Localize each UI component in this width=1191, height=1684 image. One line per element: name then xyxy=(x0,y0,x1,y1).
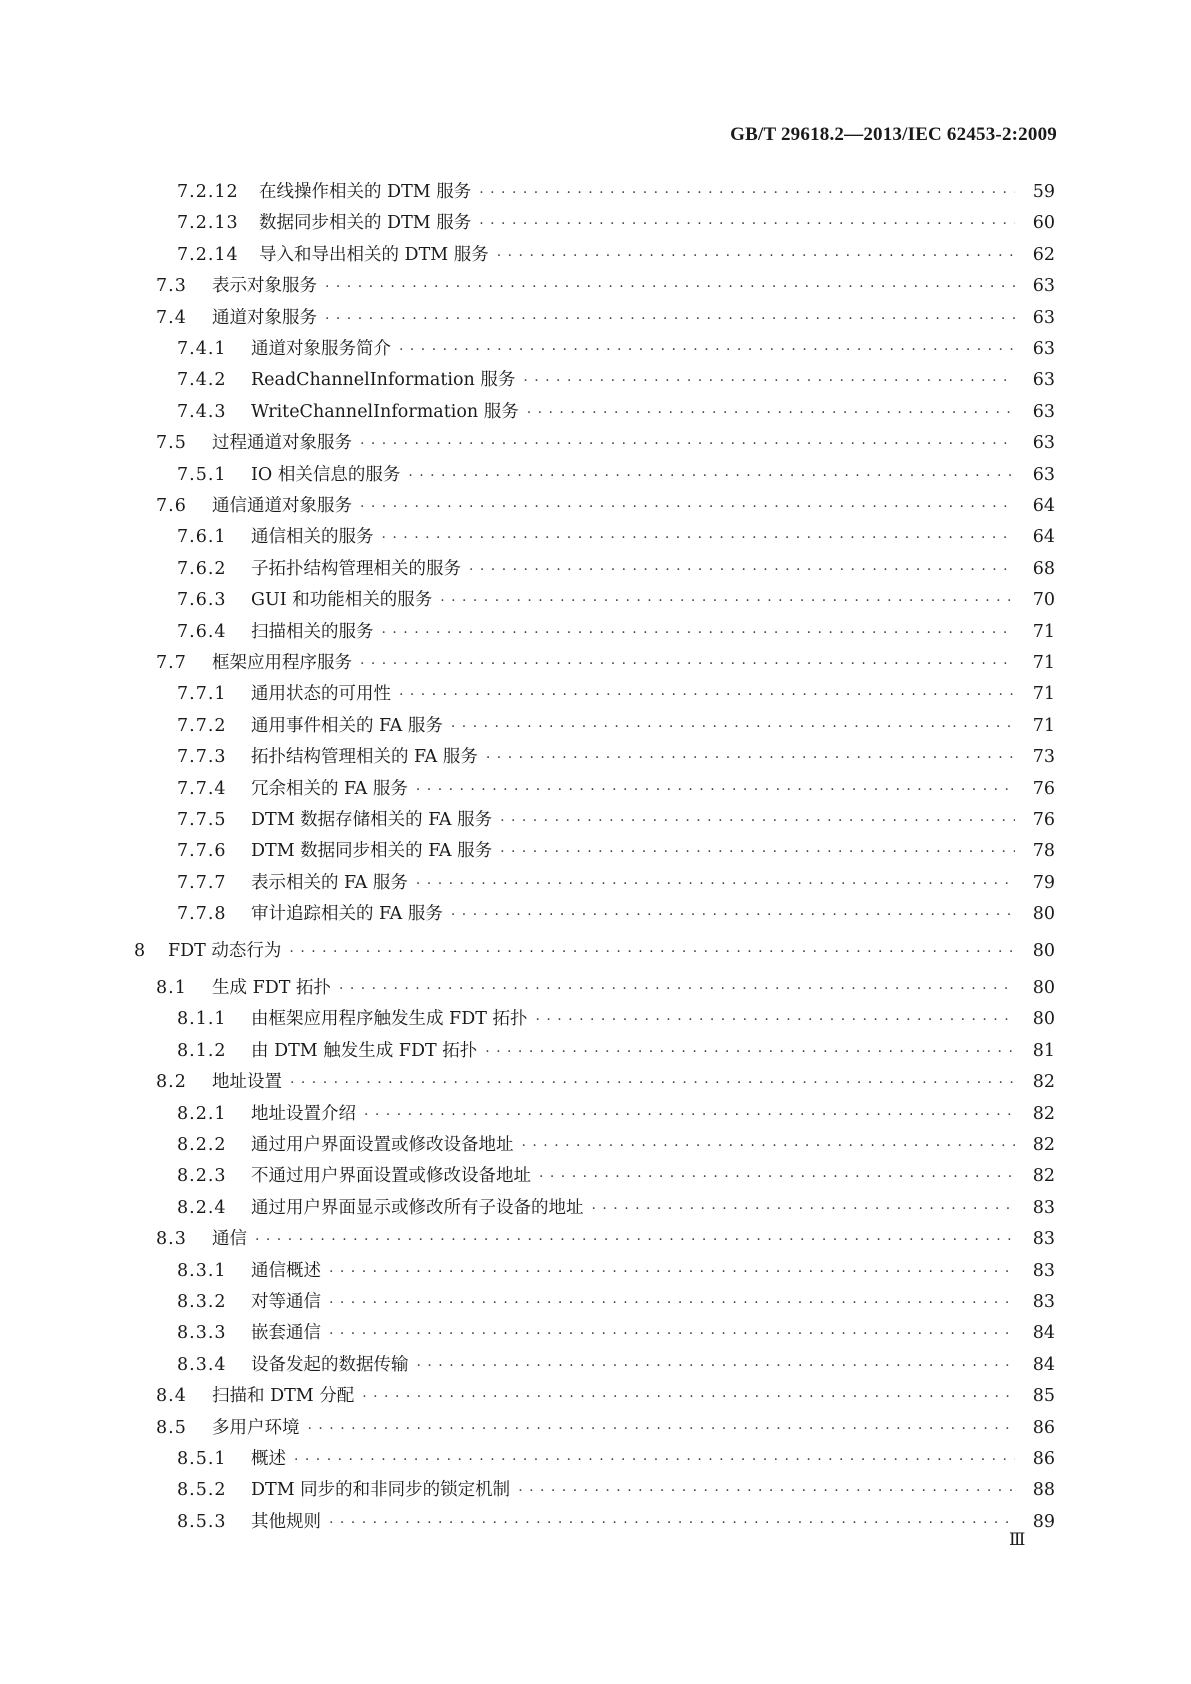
document-standard-header: GB/T 29618.2—2013/IEC 62453-2:2009 xyxy=(730,124,1057,145)
toc-entry-number: 7.4.3 xyxy=(177,401,227,422)
dot-leader xyxy=(535,1008,1015,1032)
toc-entry-title: 审计追踪相关的 FA 服务 xyxy=(251,904,443,925)
toc-entry-page: 80 xyxy=(1032,978,1055,998)
dot-leader xyxy=(339,977,1015,1001)
toc-entry[interactable] xyxy=(177,1478,1055,1502)
toc-entry[interactable] xyxy=(177,1290,1055,1314)
toc-entry-page: 85 xyxy=(1032,1386,1055,1407)
toc-entry-title: 概述 xyxy=(251,1449,286,1469)
dot-leader xyxy=(255,1228,1015,1252)
toc-entry-number: 7.6.3 xyxy=(177,590,227,611)
dot-leader xyxy=(325,307,1015,331)
toc-entry-number: 8.2.2 xyxy=(177,1135,227,1155)
dot-leader xyxy=(592,1197,1016,1221)
toc-entry-page: 64 xyxy=(1032,496,1055,516)
toc-entry[interactable] xyxy=(177,808,1055,832)
toc-entry-page: 84 xyxy=(1032,1323,1055,1344)
toc-entry-number: 7.5.1 xyxy=(177,464,227,485)
toc-entry-number: 7.7.7 xyxy=(177,872,227,893)
toc-entry[interactable] xyxy=(177,1447,1055,1471)
toc-entry-number: 8.3.4 xyxy=(177,1354,227,1375)
dot-leader xyxy=(527,401,1015,425)
toc-entry-title: 通用状态的可用性 xyxy=(251,684,391,705)
toc-entry[interactable] xyxy=(177,243,1055,267)
toc-entry[interactable] xyxy=(134,939,1055,963)
toc-entry[interactable] xyxy=(156,274,1055,298)
dot-leader xyxy=(500,840,1015,864)
toc-entry[interactable] xyxy=(177,368,1055,392)
dot-leader xyxy=(399,338,1015,362)
toc-entry-number: 7.6 xyxy=(156,496,187,516)
toc-entry-title: 通信通道对象服务 xyxy=(212,496,352,516)
toc-entry-page: 86 xyxy=(1032,1417,1055,1438)
toc-entry-number: 8.3.2 xyxy=(177,1292,227,1312)
toc-entry-title: 子拓扑结构管理相关的服务 xyxy=(251,558,461,579)
toc-entry-title: 在线操作相关的 DTM 服务 xyxy=(259,182,472,202)
toc-entry-title: 通信相关的服务 xyxy=(251,527,374,548)
dot-leader xyxy=(360,652,1015,676)
toc-entry-title: GUI 和功能相关的服务 xyxy=(251,590,433,611)
toc-entry[interactable] xyxy=(177,588,1055,612)
toc-entry[interactable] xyxy=(156,494,1055,518)
toc-entry-number: 8.2.3 xyxy=(177,1166,227,1187)
toc-entry-title: 地址设置 xyxy=(212,1072,282,1093)
toc-entry[interactable] xyxy=(156,1384,1055,1408)
toc-entry[interactable] xyxy=(177,1007,1055,1031)
toc-entry-number: 8.2 xyxy=(156,1072,187,1093)
toc-entry-number: 8.1.1 xyxy=(177,1009,227,1030)
toc-entry-number: 7.2.13 xyxy=(177,213,239,234)
toc-entry-title: ReadChannelInformation 服务 xyxy=(251,370,516,391)
toc-entry-title: 通道对象服务简介 xyxy=(251,339,391,359)
toc-entry-title: 通过用户界面设置或修改设备地址 xyxy=(251,1135,514,1155)
toc-entry[interactable] xyxy=(156,976,1055,1000)
dot-leader xyxy=(399,683,1015,707)
toc-entry-number: 7.2.12 xyxy=(177,182,239,202)
toc-entry-number: 8.1.2 xyxy=(177,1040,227,1061)
dot-leader xyxy=(360,495,1015,519)
toc-entry-title: 对等通信 xyxy=(251,1292,321,1312)
toc-entry[interactable] xyxy=(177,1510,1055,1534)
dot-leader xyxy=(485,1040,1015,1064)
toc-entry-title: 导入和导出相关的 DTM 服务 xyxy=(259,244,489,265)
dot-leader xyxy=(523,369,1015,393)
toc-entry-number: 8.5 xyxy=(156,1417,187,1438)
toc-entry-page: 80 xyxy=(1032,1009,1055,1030)
toc-entry-page: 83 xyxy=(1032,1229,1055,1250)
toc-entry[interactable] xyxy=(177,1039,1055,1063)
toc-entry-title: 由 DTM 触发生成 FDT 拓扑 xyxy=(251,1040,478,1061)
toc-entry-page: 82 xyxy=(1032,1072,1055,1093)
dot-leader xyxy=(417,1354,1016,1378)
toc-entry-title: IO 相关信息的服务 xyxy=(251,464,401,485)
toc-entry-page: 79 xyxy=(1032,872,1055,893)
toc-entry-page: 82 xyxy=(1032,1103,1055,1124)
toc-entry-title: 通用事件相关的 FA 服务 xyxy=(251,715,443,736)
toc-entry-number: 7.6.1 xyxy=(177,527,227,548)
dot-leader xyxy=(500,809,1015,833)
dot-leader xyxy=(290,1071,1015,1095)
dot-leader xyxy=(408,464,1015,488)
toc-entry-number: 8 xyxy=(134,940,147,961)
toc-entry-page: 83 xyxy=(1032,1260,1055,1281)
toc-entry-title: 冗余相关的 FA 服务 xyxy=(251,778,408,799)
toc-entry-title: 其他规则 xyxy=(251,1511,321,1532)
dot-leader xyxy=(522,1134,1016,1158)
toc-entry-number: 7.7.2 xyxy=(177,715,227,736)
toc-entry[interactable] xyxy=(177,211,1055,235)
toc-entry-page: 63 xyxy=(1032,339,1055,359)
toc-entry-page: 82 xyxy=(1032,1166,1055,1187)
toc-entry-title: 通道对象服务 xyxy=(212,307,317,328)
toc-entry-page: 71 xyxy=(1032,621,1055,642)
dot-leader xyxy=(469,558,1015,582)
toc-entry-page: 71 xyxy=(1032,715,1055,736)
toc-entry[interactable] xyxy=(177,839,1055,863)
toc-entry[interactable] xyxy=(177,682,1055,706)
toc-entry[interactable] xyxy=(156,1070,1055,1094)
toc-entry-title: 通信概述 xyxy=(251,1260,321,1281)
toc-entry[interactable] xyxy=(177,1164,1055,1188)
toc-entry-page: 71 xyxy=(1032,684,1055,705)
toc-entry-page: 63 xyxy=(1032,370,1055,391)
toc-entry-number: 8.5.1 xyxy=(177,1449,227,1469)
toc-entry-page: 70 xyxy=(1032,590,1055,611)
dot-leader xyxy=(325,275,1015,299)
dot-leader xyxy=(451,715,1015,739)
toc-entry[interactable] xyxy=(177,1133,1055,1157)
toc-entry-page: 80 xyxy=(1032,904,1055,925)
toc-entry-number: 7.7.8 xyxy=(177,904,227,925)
toc-entry-page: 83 xyxy=(1032,1197,1055,1218)
toc-entry[interactable] xyxy=(156,1416,1055,1440)
toc-entry-number: 7.7.1 xyxy=(177,684,227,705)
toc-entry[interactable] xyxy=(177,1353,1055,1377)
toc-entry-title: 嵌套通信 xyxy=(251,1323,321,1344)
toc-entry-title: DTM 数据同步相关的 FA 服务 xyxy=(251,841,493,862)
toc-entry-number: 8.2.4 xyxy=(177,1197,227,1218)
toc-entry-title: 过程通道对象服务 xyxy=(212,433,352,454)
toc-entry-title: 通过用户界面显示或修改所有子设备的地址 xyxy=(251,1197,584,1218)
toc-entry-title: 表示对象服务 xyxy=(212,276,317,297)
toc-entry-page: 84 xyxy=(1032,1354,1055,1375)
toc-entry-title: 由框架应用程序触发生成 FDT 拓扑 xyxy=(251,1009,528,1030)
toc-entry[interactable] xyxy=(177,337,1055,361)
toc-entry[interactable] xyxy=(177,1321,1055,1345)
toc-entry-page: 76 xyxy=(1032,810,1055,830)
toc-entry-title: DTM 数据存储相关的 FA 服务 xyxy=(251,810,493,830)
toc-entry[interactable] xyxy=(177,1102,1055,1126)
dot-leader xyxy=(479,212,1015,236)
dot-leader xyxy=(329,1322,1015,1346)
toc-entry-page: 89 xyxy=(1032,1511,1055,1532)
toc-entry-page: 73 xyxy=(1032,747,1055,768)
toc-entry-title: 生成 FDT 拓扑 xyxy=(212,978,331,998)
toc-entry[interactable] xyxy=(177,777,1055,801)
toc-entry-title: 扫描和 DTM 分配 xyxy=(212,1386,355,1407)
toc-entry-number: 7.7.6 xyxy=(177,841,227,862)
toc-entry[interactable] xyxy=(177,871,1055,895)
toc-entry-number: 7.2.14 xyxy=(177,244,239,265)
toc-entry[interactable] xyxy=(177,400,1055,424)
dot-leader xyxy=(329,1291,1015,1315)
toc-entry-number: 7.5 xyxy=(156,433,187,454)
toc-entry-number: 7.4.2 xyxy=(177,370,227,391)
toc-entry-page: 68 xyxy=(1032,558,1055,579)
dot-leader xyxy=(451,903,1015,927)
toc-entry-page: 63 xyxy=(1032,464,1055,485)
toc-entry[interactable] xyxy=(156,1227,1055,1251)
toc-entry-page: 83 xyxy=(1032,1292,1055,1312)
toc-entry-number: 8.3 xyxy=(156,1229,187,1250)
toc-entry-page: 78 xyxy=(1032,841,1055,862)
toc-entry-page: 71 xyxy=(1032,653,1055,673)
toc-entry-page: 82 xyxy=(1032,1135,1055,1155)
dot-leader xyxy=(416,778,1015,802)
toc-entry-page: 81 xyxy=(1032,1040,1055,1061)
toc-entry-page: 86 xyxy=(1032,1449,1055,1469)
dot-leader xyxy=(440,589,1015,613)
toc-entry[interactable] xyxy=(156,431,1055,455)
toc-entry[interactable] xyxy=(177,902,1055,926)
toc-entry-number: 8.3.3 xyxy=(177,1323,227,1344)
dot-leader xyxy=(497,244,1015,268)
dot-leader xyxy=(382,526,1016,550)
toc-entry-number: 7.7.5 xyxy=(177,810,227,830)
toc-entry-title: 不通过用户界面设置或修改设备地址 xyxy=(251,1166,531,1187)
toc-entry[interactable] xyxy=(177,620,1055,644)
toc-entry-number: 8.4 xyxy=(156,1386,187,1407)
dot-leader xyxy=(486,746,1015,770)
dot-leader xyxy=(289,940,1015,964)
toc-entry-number: 7.6.2 xyxy=(177,558,227,579)
toc-entry-title: 数据同步相关的 DTM 服务 xyxy=(259,213,472,234)
dot-leader xyxy=(294,1448,1015,1472)
toc-entry[interactable] xyxy=(177,1259,1055,1283)
toc-entry-page: 63 xyxy=(1032,276,1055,297)
dot-leader xyxy=(479,181,1015,205)
dot-leader xyxy=(329,1511,1015,1535)
toc-entry[interactable] xyxy=(177,557,1055,581)
toc-entry-number: 7.4 xyxy=(156,307,187,328)
toc-entry[interactable] xyxy=(177,180,1055,204)
toc-entry-title: 多用户环境 xyxy=(212,1417,300,1438)
toc-entry-number: 7.4.1 xyxy=(177,339,227,359)
toc-entry-title: 扫描相关的服务 xyxy=(251,621,374,642)
toc-entry-number: 7.7 xyxy=(156,653,187,673)
page-number: Ⅲ xyxy=(1009,1530,1026,1549)
dot-leader xyxy=(416,872,1015,896)
toc-entry-page: 63 xyxy=(1032,401,1055,422)
toc-entry[interactable] xyxy=(156,306,1055,330)
toc-entry-number: 7.3 xyxy=(156,276,187,297)
dot-leader xyxy=(518,1479,1015,1503)
toc-entry[interactable] xyxy=(156,651,1055,675)
toc-entry-page: 63 xyxy=(1032,307,1055,328)
toc-entry-page: 63 xyxy=(1032,433,1055,454)
toc-entry-number: 7.7.4 xyxy=(177,778,227,799)
toc-entry-title: 拓扑结构管理相关的 FA 服务 xyxy=(251,747,478,768)
toc-entry-number: 7.6.4 xyxy=(177,621,227,642)
toc-entry-number: 8.1 xyxy=(156,978,187,998)
toc-entry[interactable] xyxy=(177,1196,1055,1220)
toc-entry[interactable] xyxy=(177,714,1055,738)
toc-entry-number: 8.3.1 xyxy=(177,1260,227,1281)
dot-leader xyxy=(382,621,1016,645)
toc-entry-page: 88 xyxy=(1032,1480,1055,1501)
toc-entry-number: 7.7.3 xyxy=(177,747,227,768)
toc-entry-title: DTM 同步的和非同步的锁定机制 xyxy=(251,1480,511,1501)
toc-entry[interactable] xyxy=(177,525,1055,549)
toc-entry[interactable] xyxy=(177,745,1055,769)
toc-entry-title: FDT 动态行为 xyxy=(168,940,282,961)
dot-leader xyxy=(539,1165,1015,1189)
toc-entry-title: 地址设置介绍 xyxy=(251,1103,356,1124)
toc-entry-title: 设备发起的数据传输 xyxy=(251,1354,409,1375)
toc-entry-page: 64 xyxy=(1032,527,1055,548)
toc-entry-title: 通信 xyxy=(212,1229,247,1250)
toc-entry-page: 60 xyxy=(1032,213,1055,234)
toc-entry-number: 8.5.2 xyxy=(177,1480,227,1501)
dot-leader xyxy=(364,1103,1015,1127)
toc-entry-number: 8.5.3 xyxy=(177,1511,227,1532)
dot-leader xyxy=(329,1260,1015,1284)
toc-entry-title: WriteChannelInformation 服务 xyxy=(251,401,519,422)
dot-leader xyxy=(362,1385,1015,1409)
toc-entry[interactable] xyxy=(177,463,1055,487)
toc-entry-page: 80 xyxy=(1032,940,1055,961)
dot-leader xyxy=(360,432,1015,456)
toc-entry-title: 框架应用程序服务 xyxy=(212,653,352,673)
toc-entry-title: 表示相关的 FA 服务 xyxy=(251,872,408,893)
toc-entry-page: 62 xyxy=(1032,244,1055,265)
toc-entry-number: 8.2.1 xyxy=(177,1103,227,1124)
toc-entry-page: 76 xyxy=(1032,778,1055,799)
toc-entry-page: 59 xyxy=(1032,182,1055,202)
dot-leader xyxy=(308,1417,1016,1441)
